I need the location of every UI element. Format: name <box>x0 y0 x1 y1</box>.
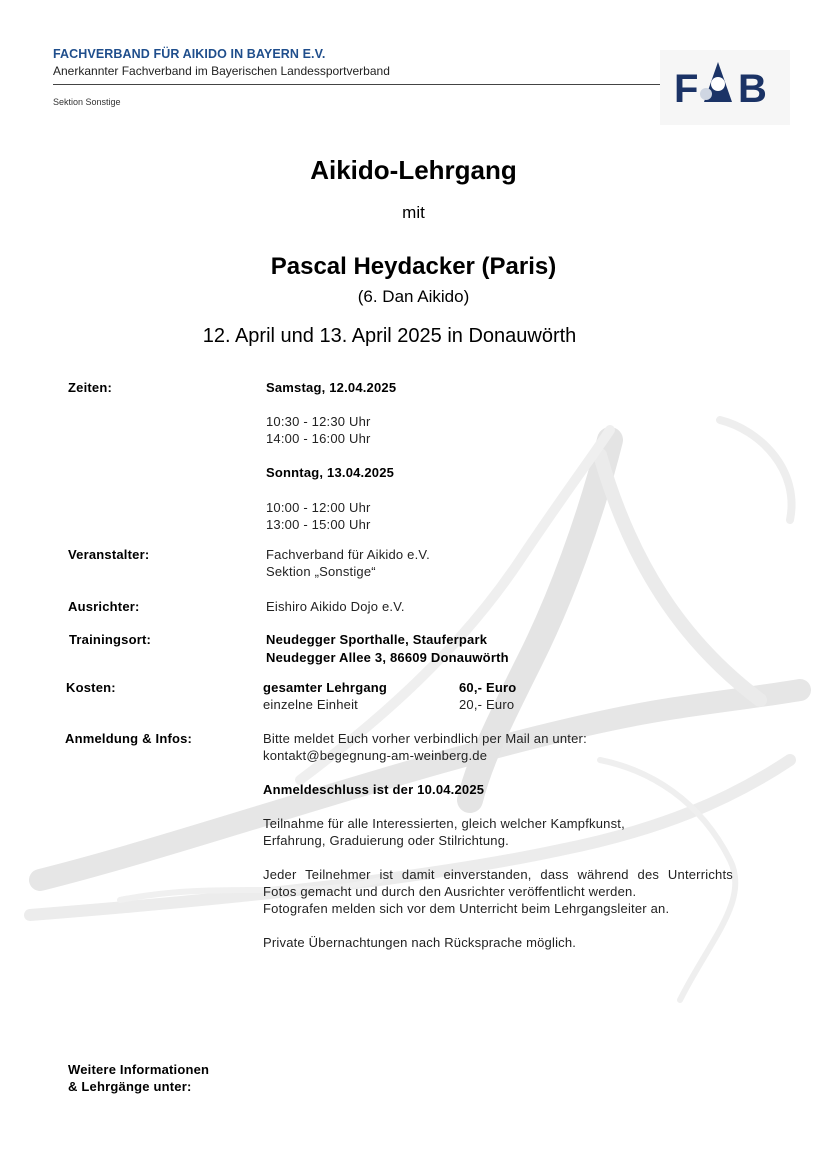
trainingsort-label: Trainingsort: <box>69 632 152 647</box>
org-subtitle: Anerkannter Fachverband im Bayerischen Landessportverband <box>53 64 390 78</box>
event-dates: 12. April und 13. April 2025 in Donauwörth <box>202 325 577 347</box>
photo-consent-line2: Fotos gemacht und durch den Ausrichter veröffentlicht werden. <box>263 884 637 899</box>
title-connector: mit <box>402 203 425 222</box>
day1-time1: 10:30 - 12:30 Uhr <box>266 414 371 429</box>
kosten-label: Kosten: <box>66 680 116 695</box>
org-name: FACHVERBAND FÜR AIKIDO IN BAYERN E.V. <box>53 47 326 61</box>
ausrichter-label: Ausrichter: <box>68 599 140 614</box>
section-label: Sektion Sonstige <box>53 97 121 107</box>
trainingsort-line2: Neudegger Allee 3, 86609 Donauwörth <box>266 650 509 665</box>
day1-heading: Samstag, 12.04.2025 <box>266 380 397 395</box>
veranstalter-label: Veranstalter: <box>68 547 150 562</box>
fab-logo <box>660 50 790 125</box>
photo-consent-line1: Jeder Teilnehmer ist damit einverstanden, dass während des Unterrichts <box>263 867 733 882</box>
kosten-item1: gesamter Lehrgang <box>263 680 388 695</box>
veranstalter-line2: Sektion „Sonstige“ <box>266 564 376 579</box>
anmeldung-line1: Bitte meldet Euch vorher verbindlich per Mail an unter: <box>263 731 587 746</box>
logo-letter-f: F <box>674 67 699 111</box>
day2-time1: 10:00 - 12:00 Uhr <box>266 500 371 515</box>
header-divider <box>53 84 673 85</box>
participation-line2: Erfahrung, Graduierung oder Stilrichtung. <box>263 833 509 848</box>
day2-time2: 13:00 - 15:00 Uhr <box>266 517 371 532</box>
page-title: Aikido-Lehrgang <box>310 155 517 185</box>
veranstalter-line1: Fachverband für Aikido e.V. <box>266 547 430 562</box>
zeiten-label: Zeiten: <box>68 380 113 395</box>
day2-heading: Sonntag, 13.04.2025 <box>266 465 395 480</box>
kosten-price2: 20,- Euro <box>459 697 515 712</box>
day1-time2: 14:00 - 16:00 Uhr <box>266 431 371 446</box>
registration-deadline: Anmeldeschluss ist der 10.04.2025 <box>263 782 485 797</box>
kosten-item2: einzelne Einheit <box>263 697 358 712</box>
photo-consent-line3: Fotografen melden sich vor dem Unterricht beim Lehrgangsleiter an. <box>263 901 670 916</box>
accommodation-note: Private Übernachtungen nach Rücksprache möglich. <box>263 935 577 950</box>
contact-email[interactable]: kontakt@begegnung-am-weinberg.de <box>263 748 488 763</box>
ausrichter-value: Eishiro Aikido Dojo e.V. <box>266 599 405 614</box>
kosten-price1: 60,- Euro <box>459 680 517 695</box>
instructor-name: Pascal Heydacker (Paris) <box>270 253 557 280</box>
footer-info-line2: & Lehrgänge unter: <box>68 1079 192 1094</box>
logo-letter-b: B <box>738 67 767 111</box>
participation-line1: Teilnahme für alle Interessierten, gleich welcher Kampfkunst, <box>263 816 625 831</box>
footer-info-line1: Weitere Informationen <box>68 1062 210 1077</box>
instructor-rank: (6. Dan Aikido) <box>357 287 470 306</box>
anmeldung-label: Anmeldung & Infos: <box>65 731 193 746</box>
trainingsort-line1: Neudegger Sporthalle, Stauferpark <box>266 632 488 647</box>
